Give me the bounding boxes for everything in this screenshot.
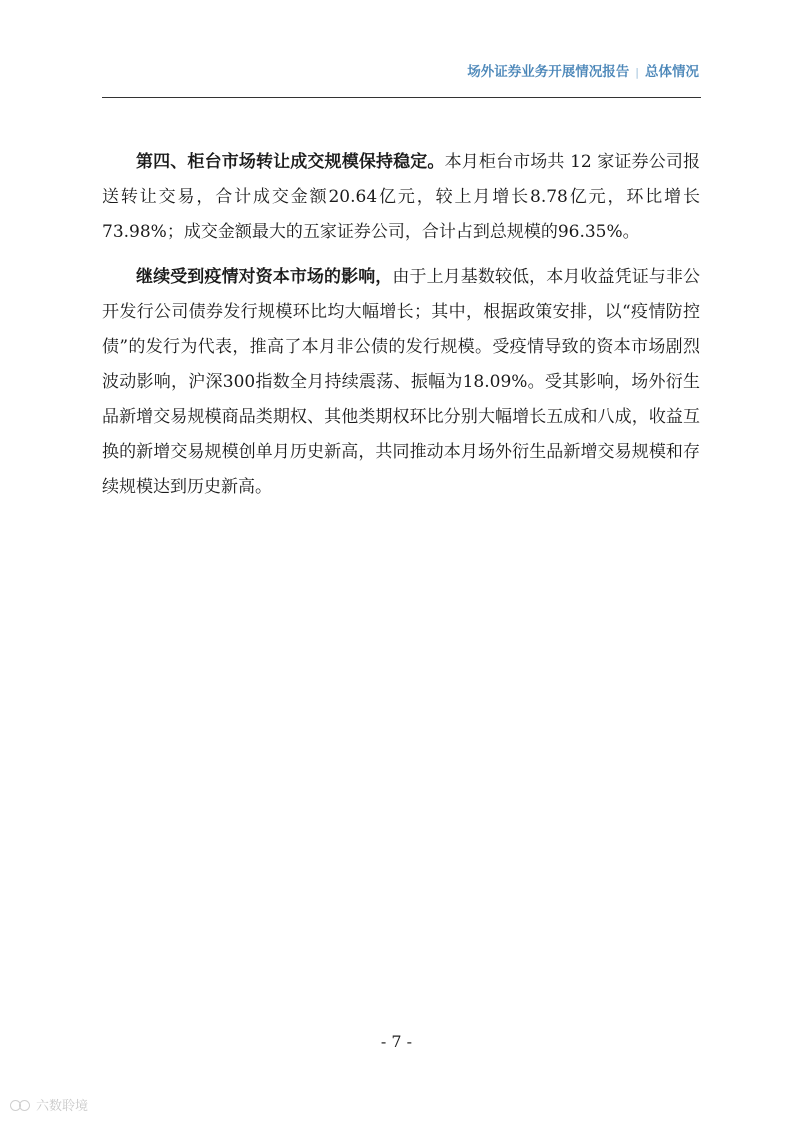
watermark-logo-icon bbox=[10, 1098, 32, 1112]
paragraph-lead: 第四、柜台市场转让成交规模保持稳定。 bbox=[136, 152, 445, 172]
paragraph-counter-market bbox=[102, 145, 700, 250]
page-number: - 7 - bbox=[380, 1032, 413, 1051]
header-title: 场外证券业务开展情况报告 bbox=[467, 64, 630, 80]
watermark-text: 六数聆境 bbox=[36, 1099, 89, 1114]
paragraph-text: 本月柜台市场共 12 家证券公司报送转让交易，合计成交金额20.64亿元，较上月增长8.78亿元，环比增长73.98%；成交金额最大的五家证券公司，合计占到总规模的96.35%。 bbox=[102, 152, 700, 242]
header-separator: | bbox=[635, 66, 639, 79]
page-header bbox=[467, 60, 699, 80]
watermark bbox=[10, 1095, 88, 1114]
paragraph-epidemic-impact bbox=[102, 260, 700, 505]
header-section: 总体情况 bbox=[645, 64, 699, 80]
header-rule bbox=[102, 97, 701, 98]
paragraph-lead: 继续受到疫情对资本市场的影响， bbox=[136, 267, 393, 287]
document-body bbox=[102, 145, 700, 515]
paragraph-text: 由于上月基数较低，本月收益凭证与非公开发行公司债券发行规模环比均大幅增长；其中，根据政策安排，以“疫情防控债”的发行为代表，推高了本月非公债的发行规模。受疫情导致的资本市场剧烈波动影响，沪深300指数全月持续震荡、振幅为18.09%。受其影响，场外衍生品新增交易规模商品类期权、其他类期权环比分别大幅增长五成和八成，收益互换的新增交易规模创单月历史新高，共同推动本月场外衍生品新增交易规模和存续规模达到历史新高。 bbox=[102, 267, 700, 497]
